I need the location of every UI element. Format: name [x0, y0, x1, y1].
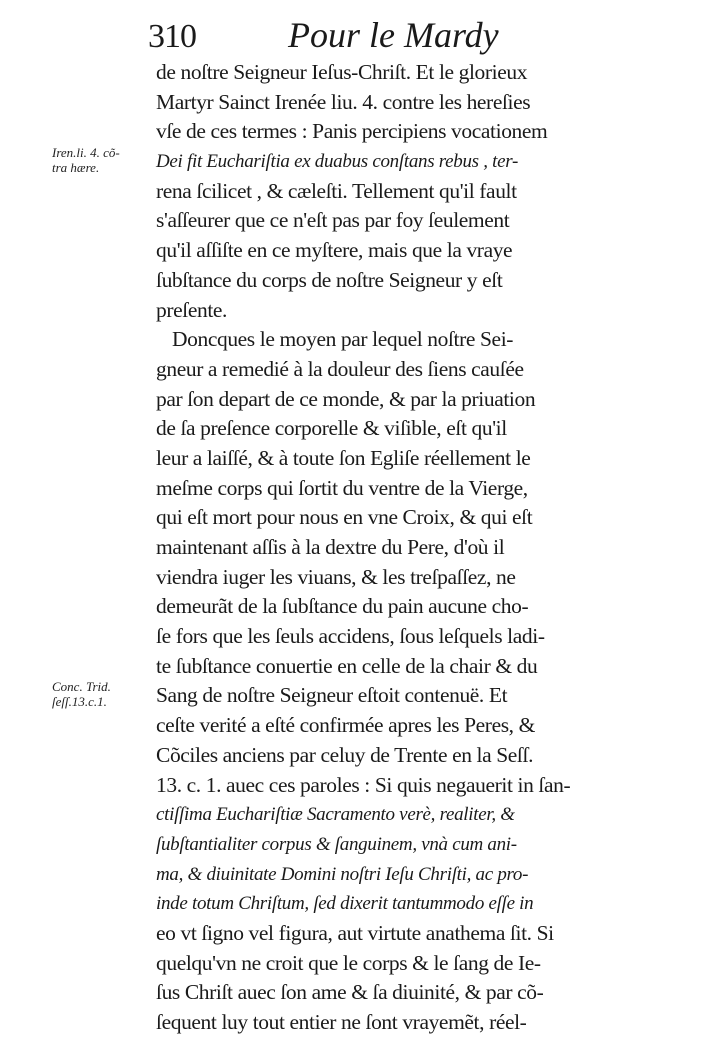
text-line: quelqu'vn ne croit que le corps & le ſang de Ie-: [156, 950, 541, 975]
text-line: 13. c. 1. auec ces paroles : Si quis negauerit in ſan-: [156, 772, 571, 797]
text-line: rena ſcilicet , & cæleſti. Tellement qu'il fault: [156, 178, 517, 203]
marginal-note-line: Conc. Trid.: [52, 679, 111, 694]
marginal-note-council: [52, 679, 152, 709]
running-title: Pour le Mardy: [288, 15, 499, 55]
text-line: Sang de noſtre Seigneur eſtoit contenuë. Et: [156, 683, 508, 708]
text-line: ſequent luy tout entier ne ſont vrayemẽt, réel-: [156, 1010, 527, 1034]
text-line: vſe de ces termes : Panis percipiens vocationem: [156, 119, 548, 144]
text-line: preſente.: [156, 297, 228, 322]
text-line: s'aſſeurer que ce n'eſt pas par foy ſeulement: [156, 208, 510, 233]
text-line: Dei fit Euchariſtia ex duabus conſtans rebus , ter-: [156, 151, 518, 173]
text-line: ſubſtance du corps de noſtre Seigneur y eſt: [156, 267, 503, 292]
text-line: eo vt ſigno vel figura, aut virtute anathema ſit. Si: [156, 920, 554, 945]
text-line: ma, & diuinitate Domini noſtri Ieſu Chriſti, ac pro-: [156, 863, 529, 885]
text-line: ceſte verité a eſté confirmée apres les Peres, &: [156, 713, 535, 738]
text-line: inde totum Chriſtum, ſed dixerit tantummodo eſſe in: [156, 893, 534, 915]
text-line: ſe fors que les ſeuls accidens, ſous leſquels ladi-: [156, 624, 545, 649]
text-line: ſus Chriſt auec ſon ame & ſa diuinité, & par cõ-: [156, 980, 544, 1005]
text-line: leur a laiſſé, & à toute ſon Egliſe réellement le: [156, 445, 531, 470]
text-line: viendra iuger les viuans, & les treſpaſſez, ne: [156, 564, 516, 589]
text-line: par ſon depart de ce monde, & par la priuation: [156, 386, 536, 411]
marginal-note-line: Iren.li. 4. cõ-: [52, 145, 120, 160]
marginal-note-irenaeus: [52, 145, 152, 175]
text-line: Cõciles anciens par celuy de Trente en la Seſſ.: [156, 742, 534, 767]
text-line: Martyr Sainct Irenée liu. 4. contre les hereſies: [156, 89, 531, 114]
text-line: demeurãt de la ſubſtance du pain aucune cho-: [156, 594, 529, 619]
text-line: qui eſt mort pour nous en vne Croix, & qui eſt: [156, 505, 533, 530]
page-number: 310: [148, 18, 196, 55]
marginal-note-line: tra hære.: [52, 160, 100, 175]
text-line: ſubſtantialiter corpus & ſanguinem, vnà cum ani-: [156, 833, 517, 855]
text-line: meſme corps qui ſortit du ventre de la Vierge,: [156, 475, 528, 500]
text-line: te ſubſtance conuertie en celle de la chair & du: [156, 653, 538, 678]
text-line: qu'il aſſiſte en ce myſtere, mais que la vraye: [156, 238, 513, 263]
text-line: gneur a remedié à la douleur des ſiens cauſée: [156, 356, 524, 381]
text-line: de ſa preſence corporelle & viſible, eſt qu'il: [156, 416, 507, 441]
text-line: de noſtre Seigneur Ieſus-Chriſt. Et le glorieux: [156, 60, 528, 84]
text-line: maintenant aſſis à la dextre du Pere, d'où il: [156, 535, 505, 559]
marginal-note-line: ſeſſ.13.c.1.: [52, 694, 107, 709]
paragraph-start-line: Doncques le moyen par lequel noſtre Sei-: [172, 327, 514, 352]
body-text: [156, 58, 574, 1038]
text-line: ctiſſima Euchariſtiæ Sacramento verè, realiter, &: [156, 804, 515, 826]
